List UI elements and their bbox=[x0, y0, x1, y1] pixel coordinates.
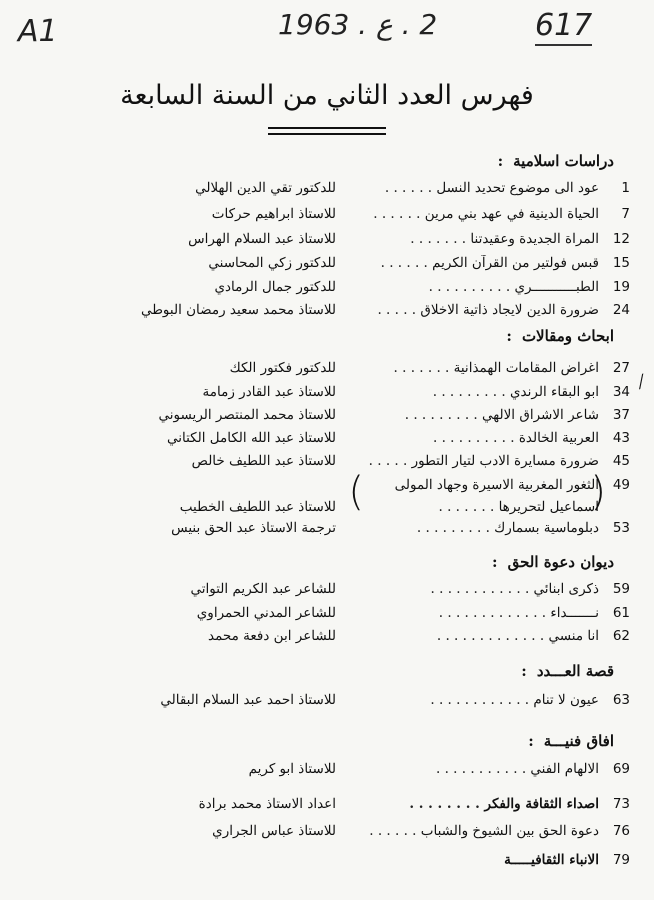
toc-leader-dots: . . . . . . . . . bbox=[416, 520, 490, 536]
toc-page-number: 79 bbox=[612, 852, 630, 868]
toc-entry-title-text: الانباء الثقافيـــــة bbox=[504, 852, 599, 868]
toc-entry-title bbox=[354, 255, 599, 271]
toc-entry-title-text: الثغور المغربية الاسيرة وجهاد المولى bbox=[394, 477, 599, 493]
toc-entry-title bbox=[354, 206, 599, 222]
toc-page-number: 76 bbox=[612, 823, 630, 839]
toc-entry bbox=[0, 430, 654, 452]
toc-entry-title-text: العربية الخالدة bbox=[514, 430, 599, 446]
toc-page-number: 1 bbox=[621, 180, 630, 196]
toc-page-number: 12 bbox=[612, 231, 630, 247]
toc-entry-author: للاستاذ عبد القادر زمامة bbox=[202, 384, 336, 400]
toc-leader-dots: . . . . . . . . . . . . bbox=[430, 692, 530, 708]
toc-entry-title-text: عيون لا تنام bbox=[529, 692, 599, 708]
toc-entry bbox=[0, 692, 654, 714]
toc-entry bbox=[0, 206, 654, 228]
toc-entry-title bbox=[354, 180, 599, 196]
toc-entry bbox=[0, 761, 654, 783]
toc-entry-title-text: نـــــــداء bbox=[546, 605, 599, 621]
toc-entry-title-text: اغراض المقامات الهمذانية bbox=[449, 360, 599, 376]
toc-entry bbox=[0, 628, 654, 650]
toc-entry-title bbox=[354, 852, 599, 868]
toc-entry-author: للاستاذ عبد الله الكامل الكتاني bbox=[166, 430, 336, 446]
handwritten-a1: A1 bbox=[18, 14, 58, 49]
toc-entry-title bbox=[354, 360, 599, 376]
toc-entry-author: للاستاذ عباس الجراري bbox=[212, 823, 336, 839]
section-heading-colon: : bbox=[492, 553, 498, 571]
section-heading-colon: : bbox=[521, 662, 527, 680]
toc-page-number: 61 bbox=[612, 605, 630, 621]
toc-entry-title-text: قبس فولتير من القرآن الكريم bbox=[427, 255, 599, 271]
title-rule-top bbox=[268, 127, 386, 129]
toc-leader-dots: . . . . . . . . . . . bbox=[436, 761, 527, 777]
toc-entry-author: للدكتور تقي الدين الهلالي bbox=[195, 180, 336, 196]
toc-entry-title bbox=[354, 384, 599, 400]
toc-page-number: 27 bbox=[612, 360, 630, 376]
toc-page-number: 69 bbox=[612, 761, 630, 777]
toc-entry-title bbox=[354, 430, 599, 446]
section-heading bbox=[498, 152, 614, 170]
toc-entry-title-text: المراة الجديدة وعقيدتنا bbox=[466, 231, 599, 247]
toc-leader-dots: . . . . . . . . . . . . . bbox=[436, 628, 545, 644]
section-heading-text: ابحاث ومقالات bbox=[521, 327, 614, 345]
brace-right: ( bbox=[590, 469, 606, 515]
title-rule-bottom bbox=[268, 133, 386, 135]
toc-entry bbox=[0, 605, 654, 627]
toc-entry-title-text: ضرورة مسايرة الادب لتيار التطور bbox=[407, 453, 599, 469]
toc-entry bbox=[0, 384, 654, 406]
toc-leader-dots: . . . . . . . . . . . . . bbox=[438, 605, 547, 621]
toc-page-number: 24 bbox=[612, 302, 630, 318]
section-heading-colon: : bbox=[506, 327, 512, 345]
handwritten-number: 617 bbox=[535, 8, 593, 43]
toc-entry-title-text: الحياة الدينية في عهد بني مرين bbox=[420, 206, 599, 222]
toc-entry-title bbox=[354, 477, 599, 493]
toc-entry-author: للاستاذ عبد اللطيف الخطيب bbox=[179, 499, 336, 515]
toc-entry-title-text: دعوة الحق بين الشيوخ والشباب bbox=[416, 823, 599, 839]
toc-entry-title-text: شاعر الاشراق الالهي bbox=[477, 407, 599, 423]
toc-entry-title-text: عود الى موضوع تحديد النسل bbox=[432, 180, 599, 196]
toc-entry bbox=[0, 823, 654, 845]
toc-leader-dots: . . . . . . . . . . . . bbox=[430, 581, 530, 597]
toc-entry-title bbox=[354, 796, 599, 812]
toc-leader-dots: . . . . . . . . . bbox=[432, 384, 506, 400]
section-heading-colon: : bbox=[497, 152, 504, 170]
toc-page-number: 37 bbox=[612, 407, 630, 423]
toc-page-number: 63 bbox=[612, 692, 630, 708]
toc-page-number: 45 bbox=[612, 453, 630, 469]
toc-leader-dots: . . . . . bbox=[368, 453, 408, 469]
toc-entry-author: للاستاذ عبد اللطيف خالص bbox=[191, 453, 336, 469]
toc-entry-author: للاستاذ محمد المنتصر الريسوني bbox=[158, 407, 336, 423]
handwritten-date: 2 . ع . 1963 bbox=[278, 8, 438, 41]
toc-entry-title-text: الالهام الفني bbox=[526, 761, 599, 777]
toc-entry bbox=[0, 180, 654, 202]
toc-page-number: 15 bbox=[612, 255, 630, 271]
page-title: فهرس العدد الثاني من السنة السابعة bbox=[120, 80, 534, 111]
toc-page-number: 43 bbox=[612, 430, 630, 446]
toc-entry bbox=[0, 302, 654, 324]
toc-entry-author: للاستاذ احمد عبد السلام البقالي bbox=[160, 692, 336, 708]
toc-entry bbox=[0, 453, 654, 475]
brace-left: ) bbox=[348, 469, 364, 515]
toc-entry-title bbox=[354, 581, 599, 597]
toc-entry bbox=[0, 469, 654, 515]
section-heading-text: دراسات اسلامية bbox=[513, 152, 614, 170]
section-heading-text: افاق فنيـــة bbox=[543, 732, 614, 750]
toc-entry bbox=[0, 360, 654, 382]
toc-entry-title bbox=[354, 302, 599, 318]
toc-page-number: 34 bbox=[612, 384, 630, 400]
toc-entry-author: للاستاذ محمد سعيد رمضان البوطي bbox=[140, 302, 336, 318]
toc-entry-title bbox=[354, 279, 599, 295]
section-heading bbox=[492, 553, 614, 571]
toc-page-number: 62 bbox=[612, 628, 630, 644]
toc-leader-dots: . . . . . . . bbox=[438, 499, 495, 515]
toc-entry-author: ترجمة الاستاذ عبد الحق بنيس bbox=[171, 520, 336, 536]
toc-entry-author: اعداد الاستاذ محمد برادة bbox=[198, 796, 336, 812]
toc-entry-author: للدكتور زكي المحاسني bbox=[208, 255, 336, 271]
section-heading-colon: : bbox=[528, 732, 534, 750]
toc-entry-title bbox=[354, 628, 599, 644]
toc-page-number: 59 bbox=[612, 581, 630, 597]
toc-leader-dots: . . . . . . bbox=[384, 180, 433, 196]
toc-entry-title bbox=[354, 453, 599, 469]
toc-entry-title bbox=[354, 231, 599, 247]
toc-entry-author: للاستاذ ابراهيم حركات bbox=[211, 206, 336, 222]
toc-entry-title-text: ذكرى ابنائي bbox=[529, 581, 599, 597]
toc-entry-title-text: اسماعيل لتحريرها bbox=[494, 499, 599, 515]
toc-page-number: 73 bbox=[612, 796, 630, 812]
toc-entry-title-text: ضرورة الدين لايجاد ذاتية الاخلاق bbox=[416, 302, 599, 318]
toc-entry bbox=[0, 796, 654, 818]
toc-entry-author: للاستاذ عبد السلام الهراس bbox=[188, 231, 336, 247]
toc-entry-title bbox=[354, 407, 599, 423]
toc-entry-title bbox=[354, 823, 599, 839]
toc-entry-title-text: انا منسي bbox=[544, 628, 599, 644]
toc-page-number: 19 bbox=[612, 279, 630, 295]
toc-entry-title bbox=[354, 761, 599, 777]
toc-entry-author: للشاعر عبد الكريم التواتي bbox=[190, 581, 336, 597]
toc-entry-title-text: دبلوماسية بسمارك bbox=[489, 520, 599, 536]
toc-entry bbox=[0, 279, 654, 301]
toc-entry bbox=[0, 520, 654, 542]
toc-entry bbox=[0, 231, 654, 253]
toc-leader-dots: . . . . . . . . bbox=[409, 796, 480, 812]
toc-leader-dots: . . . . . . . bbox=[393, 360, 450, 376]
toc-entry-author: للدكتور جمال الرمادي bbox=[214, 279, 336, 295]
section-heading bbox=[521, 662, 614, 680]
pen-mark: ⁄ bbox=[636, 372, 647, 393]
toc-entry-author: للشاعر المدني الحمراوي bbox=[196, 605, 336, 621]
toc-entry-title bbox=[354, 692, 599, 708]
toc-entry-author: للاستاذ ابو كريم bbox=[248, 761, 336, 777]
toc-leader-dots: . . . . . . bbox=[380, 255, 428, 271]
toc-page-number: 7 bbox=[621, 206, 630, 222]
toc-entry-author: للشاعر ابن دفعة محمد bbox=[208, 628, 336, 644]
toc-entry bbox=[0, 852, 654, 874]
toc-entry-title bbox=[354, 520, 599, 536]
toc-entry-title-text: ابو البقاء الرندي bbox=[505, 384, 599, 400]
toc-entry bbox=[0, 407, 654, 429]
toc-entry bbox=[0, 581, 654, 603]
toc-leader-dots: . . . . . . . . . . bbox=[428, 279, 511, 295]
toc-entry-title-text: اصداء الثقافة والفكر bbox=[479, 796, 599, 812]
section-heading bbox=[506, 327, 614, 345]
toc-entry bbox=[0, 255, 654, 277]
toc-page-number: 53 bbox=[612, 520, 630, 536]
toc-entry-author: للدكتور فكتور الكك bbox=[229, 360, 336, 376]
section-heading-text: قصة العـــدد bbox=[536, 662, 614, 680]
toc-entry-title-continued bbox=[354, 499, 599, 515]
toc-entry-title-text: الطبـــــــــــري bbox=[510, 279, 599, 295]
toc-leader-dots: . . . . . . bbox=[369, 823, 417, 839]
section-heading bbox=[528, 732, 614, 750]
toc-entry-title bbox=[354, 605, 599, 621]
toc-leader-dots: . . . . . . . bbox=[410, 231, 467, 247]
toc-leader-dots: . . . . . bbox=[377, 302, 417, 318]
toc-leader-dots: . . . . . . . . . bbox=[404, 407, 478, 423]
toc-leader-dots: . . . . . . . . . . bbox=[433, 430, 515, 446]
section-heading-text: ديوان دعوة الحق bbox=[507, 553, 614, 571]
toc-page-number: 49 bbox=[612, 477, 630, 493]
toc-leader-dots: . . . . . . bbox=[373, 206, 421, 222]
